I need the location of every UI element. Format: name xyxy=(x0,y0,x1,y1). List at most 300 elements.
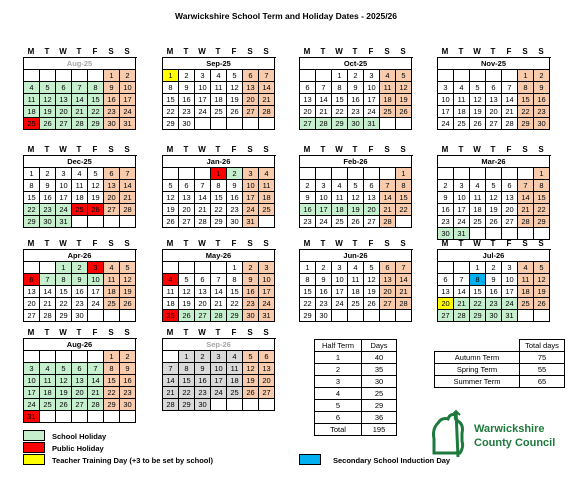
day-cell: 10 xyxy=(24,375,40,387)
half-term-number: 3 xyxy=(315,376,362,388)
day-cell: 31 xyxy=(120,118,136,130)
day-cell: 14 xyxy=(120,180,136,192)
day-cell: 8 xyxy=(470,274,486,286)
logo-line-1: Warwickshire xyxy=(474,423,545,435)
day-cell xyxy=(163,168,179,180)
day-cell xyxy=(348,310,364,322)
day-cell: 1 xyxy=(396,168,412,180)
day-cell: 11 xyxy=(454,94,470,106)
day-cell: 14 xyxy=(316,94,332,106)
day-cell: 27 xyxy=(486,118,502,130)
day-cell: 24 xyxy=(316,216,332,228)
day-cell xyxy=(259,216,275,228)
weekday-label: W xyxy=(198,145,206,154)
day-cell: 4 xyxy=(470,180,486,192)
day-cell: 7 xyxy=(88,363,104,375)
weekday-label: F xyxy=(506,239,512,248)
weekday-label: S xyxy=(263,145,269,154)
weekday-label: M xyxy=(303,145,311,154)
day-cell: 28 xyxy=(88,399,104,411)
day-cell: 10 xyxy=(259,274,275,286)
day-cell: 2 xyxy=(316,262,332,274)
month-name: Oct-25 xyxy=(300,58,412,70)
day-cell: 27 xyxy=(364,216,380,228)
day-cell: 22 xyxy=(470,298,486,310)
weekday-label: S xyxy=(124,328,130,337)
weekday-label: W xyxy=(198,239,206,248)
day-cell: 15 xyxy=(24,192,40,204)
day-cell: 17 xyxy=(364,94,380,106)
weekday-header xyxy=(437,47,551,57)
day-cell: 17 xyxy=(211,375,227,387)
weekday-label: W xyxy=(59,47,67,56)
day-cell: 30 xyxy=(195,399,211,411)
day-cell: 14 xyxy=(40,286,56,298)
day-cell: 3 xyxy=(195,70,211,82)
day-cell: 27 xyxy=(380,298,396,310)
day-cell: 16 xyxy=(179,94,195,106)
day-cell xyxy=(332,310,348,322)
day-cell: 30 xyxy=(348,118,364,130)
month-name: Sep-25 xyxy=(163,58,275,70)
day-cell xyxy=(534,310,550,322)
day-cell xyxy=(72,70,88,82)
weekday-label: F xyxy=(231,47,237,56)
day-cell: 1 xyxy=(534,168,550,180)
weekday-label: S xyxy=(384,239,390,248)
day-cell: 21 xyxy=(40,298,56,310)
weekday-label: W xyxy=(335,145,343,154)
day-cell: 2 xyxy=(300,180,316,192)
day-cell: 16 xyxy=(348,94,364,106)
term-total-row xyxy=(435,352,565,364)
day-cell: 28 xyxy=(316,118,332,130)
day-cell: 28 xyxy=(40,310,56,322)
weekday-label: T xyxy=(458,47,464,56)
day-cell: 5 xyxy=(364,262,380,274)
day-cell xyxy=(72,411,88,423)
day-cell: 20 xyxy=(502,204,518,216)
day-cell: 19 xyxy=(163,204,179,216)
half-term-row xyxy=(315,376,397,388)
day-cell: 24 xyxy=(332,298,348,310)
day-cell: 26 xyxy=(227,106,243,118)
day-cell xyxy=(40,70,56,82)
day-cell: 7 xyxy=(163,363,179,375)
day-cell: 28 xyxy=(380,216,396,228)
day-cell: 28 xyxy=(120,204,136,216)
day-cell: 13 xyxy=(195,286,211,298)
weekday-label: W xyxy=(473,145,481,154)
day-cell: 18 xyxy=(163,298,179,310)
weekday-label: W xyxy=(473,47,481,56)
day-cell xyxy=(438,168,454,180)
day-cell: 23 xyxy=(243,298,259,310)
day-cell: 12 xyxy=(56,375,72,387)
weekday-label: F xyxy=(231,145,237,154)
day-cell: 4 xyxy=(40,363,56,375)
day-cell xyxy=(120,310,136,322)
day-cell: 28 xyxy=(211,310,227,322)
weekday-label: M xyxy=(27,145,35,154)
day-cell: 18 xyxy=(259,192,275,204)
day-cell: 9 xyxy=(316,274,332,286)
day-cell: 11 xyxy=(72,180,88,192)
day-cell: 19 xyxy=(396,94,412,106)
weekday-header xyxy=(23,239,137,249)
day-cell xyxy=(243,118,259,130)
day-cell: 16 xyxy=(438,204,454,216)
day-cell: 22 xyxy=(332,106,348,118)
day-cell: 31 xyxy=(502,310,518,322)
day-cell: 14 xyxy=(396,274,412,286)
day-cell: 8 xyxy=(179,363,195,375)
day-cell xyxy=(179,168,195,180)
day-cell: 31 xyxy=(454,228,470,240)
day-cell: 20 xyxy=(179,204,195,216)
weekday-label: W xyxy=(59,145,67,154)
weekday-label: T xyxy=(44,328,50,337)
day-cell: 6 xyxy=(195,274,211,286)
day-cell: 29 xyxy=(332,118,348,130)
month-name: Jun-26 xyxy=(300,250,412,262)
day-cell: 26 xyxy=(534,298,550,310)
day-cell: 23 xyxy=(104,106,120,118)
day-cell: 14 xyxy=(454,286,470,298)
day-cell: 15 xyxy=(518,94,534,106)
weekday-label: W xyxy=(198,47,206,56)
day-cell: 12 xyxy=(396,82,412,94)
day-cell: 19 xyxy=(470,106,486,118)
day-cell: 27 xyxy=(300,118,316,130)
day-cell: 7 xyxy=(502,82,518,94)
day-cell: 26 xyxy=(486,216,502,228)
day-cell: 6 xyxy=(104,168,120,180)
day-cell: 30 xyxy=(227,216,243,228)
half-term-days: 35 xyxy=(362,364,397,376)
day-cell: 24 xyxy=(259,298,275,310)
day-cell: 15 xyxy=(104,375,120,387)
day-cell: 6 xyxy=(380,262,396,274)
weekday-label: M xyxy=(166,47,174,56)
day-cell: 17 xyxy=(316,204,332,216)
day-cell: 3 xyxy=(243,168,259,180)
day-cell: 6 xyxy=(243,70,259,82)
day-cell: 14 xyxy=(195,192,211,204)
day-cell: 15 xyxy=(534,192,550,204)
day-cell: 17 xyxy=(259,286,275,298)
day-cell: 17 xyxy=(454,204,470,216)
weekday-label: T xyxy=(320,47,326,56)
day-cell: 18 xyxy=(40,387,56,399)
weekday-label: T xyxy=(76,145,82,154)
day-cell: 18 xyxy=(211,94,227,106)
day-cell: 25 xyxy=(227,387,243,399)
weekday-header xyxy=(162,239,276,249)
day-cell: 3 xyxy=(88,262,104,274)
day-cell: 4 xyxy=(518,262,534,274)
day-cell: 12 xyxy=(534,274,550,286)
day-cell xyxy=(24,351,40,363)
day-cell: 20 xyxy=(72,387,88,399)
day-cell: 9 xyxy=(179,82,195,94)
day-cell: 28 xyxy=(396,298,412,310)
day-cell: 4 xyxy=(259,168,275,180)
day-cell: 13 xyxy=(179,192,195,204)
weekday-label: F xyxy=(92,145,98,154)
day-cell: 6 xyxy=(364,180,380,192)
day-cell: 2 xyxy=(348,70,364,82)
day-cell: 1 xyxy=(332,70,348,82)
day-cell: 9 xyxy=(348,82,364,94)
month-name: Jan-26 xyxy=(163,156,275,168)
day-cell: 18 xyxy=(72,192,88,204)
day-cell xyxy=(502,70,518,82)
day-cell: 2 xyxy=(120,351,136,363)
day-cell: 9 xyxy=(72,274,88,286)
day-cell: 21 xyxy=(211,298,227,310)
day-cell: 3 xyxy=(454,180,470,192)
half-term-table xyxy=(314,339,397,436)
weekday-header xyxy=(299,47,413,57)
legend-school-holiday: School Holiday xyxy=(52,432,107,441)
day-cell: 30 xyxy=(40,216,56,228)
day-cell: 14 xyxy=(380,192,396,204)
day-cell: 29 xyxy=(88,118,104,130)
day-cell: 10 xyxy=(211,363,227,375)
day-cell: 6 xyxy=(24,274,40,286)
day-cell: 17 xyxy=(332,286,348,298)
half-term-row xyxy=(315,352,397,364)
day-cell: 23 xyxy=(227,204,243,216)
day-cell xyxy=(438,70,454,82)
day-cell: 15 xyxy=(332,94,348,106)
day-cell xyxy=(195,262,211,274)
day-cell: 23 xyxy=(534,106,550,118)
day-cell: 11 xyxy=(259,180,275,192)
day-cell: 10 xyxy=(332,274,348,286)
weekday-label: S xyxy=(124,47,130,56)
day-cell: 8 xyxy=(396,180,412,192)
day-cell: 27 xyxy=(72,399,88,411)
warwickshire-logo xyxy=(426,409,566,459)
day-cell: 20 xyxy=(486,106,502,118)
day-cell: 30 xyxy=(120,399,136,411)
weekday-header xyxy=(437,239,551,249)
day-cell: 25 xyxy=(259,204,275,216)
day-cell: 24 xyxy=(438,118,454,130)
weekday-label: S xyxy=(538,47,544,56)
day-cell: 21 xyxy=(518,204,534,216)
day-cell: 13 xyxy=(380,274,396,286)
day-cell: 1 xyxy=(179,351,195,363)
day-cell: 4 xyxy=(454,82,470,94)
weekday-header xyxy=(23,145,137,155)
day-cell: 8 xyxy=(534,180,550,192)
term-name: Summer Term xyxy=(435,376,520,388)
day-cell: 15 xyxy=(56,286,72,298)
day-cell: 27 xyxy=(104,204,120,216)
day-cell: 13 xyxy=(104,180,120,192)
day-cell xyxy=(56,351,72,363)
day-cell: 25 xyxy=(470,216,486,228)
day-cell: 28 xyxy=(195,216,211,228)
day-cell: 30 xyxy=(243,310,259,322)
day-cell: 16 xyxy=(534,94,550,106)
weekday-label: T xyxy=(490,239,496,248)
day-cell: 10 xyxy=(454,192,470,204)
day-cell: 13 xyxy=(243,82,259,94)
day-cell: 5 xyxy=(243,351,259,363)
day-cell: 22 xyxy=(211,204,227,216)
month-calendar xyxy=(162,239,276,322)
day-cell xyxy=(88,70,104,82)
day-cell: 3 xyxy=(438,82,454,94)
day-cell: 18 xyxy=(332,204,348,216)
half-term-number: 1 xyxy=(315,352,362,364)
day-cell: 29 xyxy=(211,216,227,228)
day-cell xyxy=(104,310,120,322)
day-cell: 11 xyxy=(104,274,120,286)
day-cell: 6 xyxy=(502,180,518,192)
day-cell: 3 xyxy=(364,70,380,82)
day-cell xyxy=(120,411,136,423)
day-cell: 26 xyxy=(396,106,412,118)
day-cell: 29 xyxy=(227,310,243,322)
bear-staff-icon xyxy=(426,409,470,459)
day-cell: 31 xyxy=(56,216,72,228)
day-cell: 14 xyxy=(163,375,179,387)
day-cell: 8 xyxy=(300,274,316,286)
day-cell: 19 xyxy=(486,204,502,216)
day-cell: 3 xyxy=(502,262,518,274)
day-cell: 2 xyxy=(486,262,502,274)
day-cell: 13 xyxy=(56,94,72,106)
day-cell xyxy=(24,70,40,82)
day-cell xyxy=(396,118,412,130)
day-cell: 23 xyxy=(316,298,332,310)
day-cell: 19 xyxy=(364,286,380,298)
month-name: Sep-26 xyxy=(163,339,275,351)
day-cell: 17 xyxy=(502,286,518,298)
day-cell: 3 xyxy=(259,262,275,274)
day-cell: 27 xyxy=(56,118,72,130)
day-cell: 27 xyxy=(438,310,454,322)
total-value: 195 xyxy=(362,424,397,436)
total-label: Total xyxy=(315,424,362,436)
day-cell: 16 xyxy=(104,94,120,106)
day-cell: 24 xyxy=(502,298,518,310)
month-calendar xyxy=(23,239,137,322)
weekday-label: M xyxy=(166,328,174,337)
day-cell: 29 xyxy=(518,118,534,130)
day-cell xyxy=(454,168,470,180)
day-cell: 12 xyxy=(486,192,502,204)
weekday-label: W xyxy=(59,328,67,337)
day-cell: 9 xyxy=(243,274,259,286)
month-name: May-26 xyxy=(163,250,275,262)
day-cell: 25 xyxy=(454,118,470,130)
day-cell: 20 xyxy=(259,375,275,387)
day-cell: 13 xyxy=(300,94,316,106)
month-name: Mar-26 xyxy=(438,156,550,168)
day-cell: 8 xyxy=(332,82,348,94)
day-cell: 10 xyxy=(364,82,380,94)
day-cell: 4 xyxy=(104,262,120,274)
month-name: Nov-25 xyxy=(438,58,550,70)
day-cell: 29 xyxy=(163,118,179,130)
logo-line-2: County Council xyxy=(474,437,556,449)
day-cell: 4 xyxy=(227,351,243,363)
day-cell: 5 xyxy=(56,363,72,375)
day-cell: 18 xyxy=(518,286,534,298)
weekday-label: T xyxy=(352,239,358,248)
half-term-number: 6 xyxy=(315,412,362,424)
day-cell: 30 xyxy=(438,228,454,240)
day-cell: 11 xyxy=(348,274,364,286)
day-cell: 8 xyxy=(24,180,40,192)
day-cell: 9 xyxy=(120,363,136,375)
day-cell: 23 xyxy=(179,106,195,118)
day-cell xyxy=(40,351,56,363)
day-cell: 10 xyxy=(243,180,259,192)
day-cell: 14 xyxy=(88,375,104,387)
half-term-days: 36 xyxy=(362,412,397,424)
day-cell: 31 xyxy=(243,216,259,228)
weekday-label: S xyxy=(108,47,114,56)
day-cell: 21 xyxy=(163,387,179,399)
day-cell: 6 xyxy=(72,363,88,375)
day-cell: 17 xyxy=(120,94,136,106)
day-cell xyxy=(300,70,316,82)
day-cell: 12 xyxy=(179,286,195,298)
day-cell xyxy=(380,168,396,180)
half-term-row xyxy=(315,388,397,400)
day-cell xyxy=(316,70,332,82)
weekday-label: S xyxy=(263,47,269,56)
day-cell: 15 xyxy=(211,192,227,204)
half-term-number: 2 xyxy=(315,364,362,376)
day-cell: 2 xyxy=(438,180,454,192)
weekday-label: W xyxy=(59,239,67,248)
day-cell: 24 xyxy=(120,106,136,118)
day-cell: 20 xyxy=(300,106,316,118)
day-cell: 28 xyxy=(518,216,534,228)
day-cell xyxy=(502,168,518,180)
day-cell: 24 xyxy=(243,204,259,216)
day-cell: 29 xyxy=(470,310,486,322)
day-cell: 25 xyxy=(332,216,348,228)
month-name: Jul-26 xyxy=(438,250,550,262)
day-cell: 21 xyxy=(72,106,88,118)
weekday-label: S xyxy=(538,239,544,248)
half-term-number: 4 xyxy=(315,388,362,400)
day-cell: 3 xyxy=(56,168,72,180)
weekday-label: F xyxy=(368,47,374,56)
day-cell: 31 xyxy=(364,118,380,130)
day-cell: 6 xyxy=(438,274,454,286)
day-cell: 27 xyxy=(24,310,40,322)
day-cell xyxy=(470,168,486,180)
day-cell: 11 xyxy=(163,286,179,298)
day-cell: 20 xyxy=(104,192,120,204)
day-cell: 24 xyxy=(56,204,72,216)
day-cell: 7 xyxy=(211,274,227,286)
day-cell: 20 xyxy=(380,286,396,298)
weekday-header xyxy=(162,47,276,57)
day-cell xyxy=(104,411,120,423)
day-cell: 25 xyxy=(518,298,534,310)
